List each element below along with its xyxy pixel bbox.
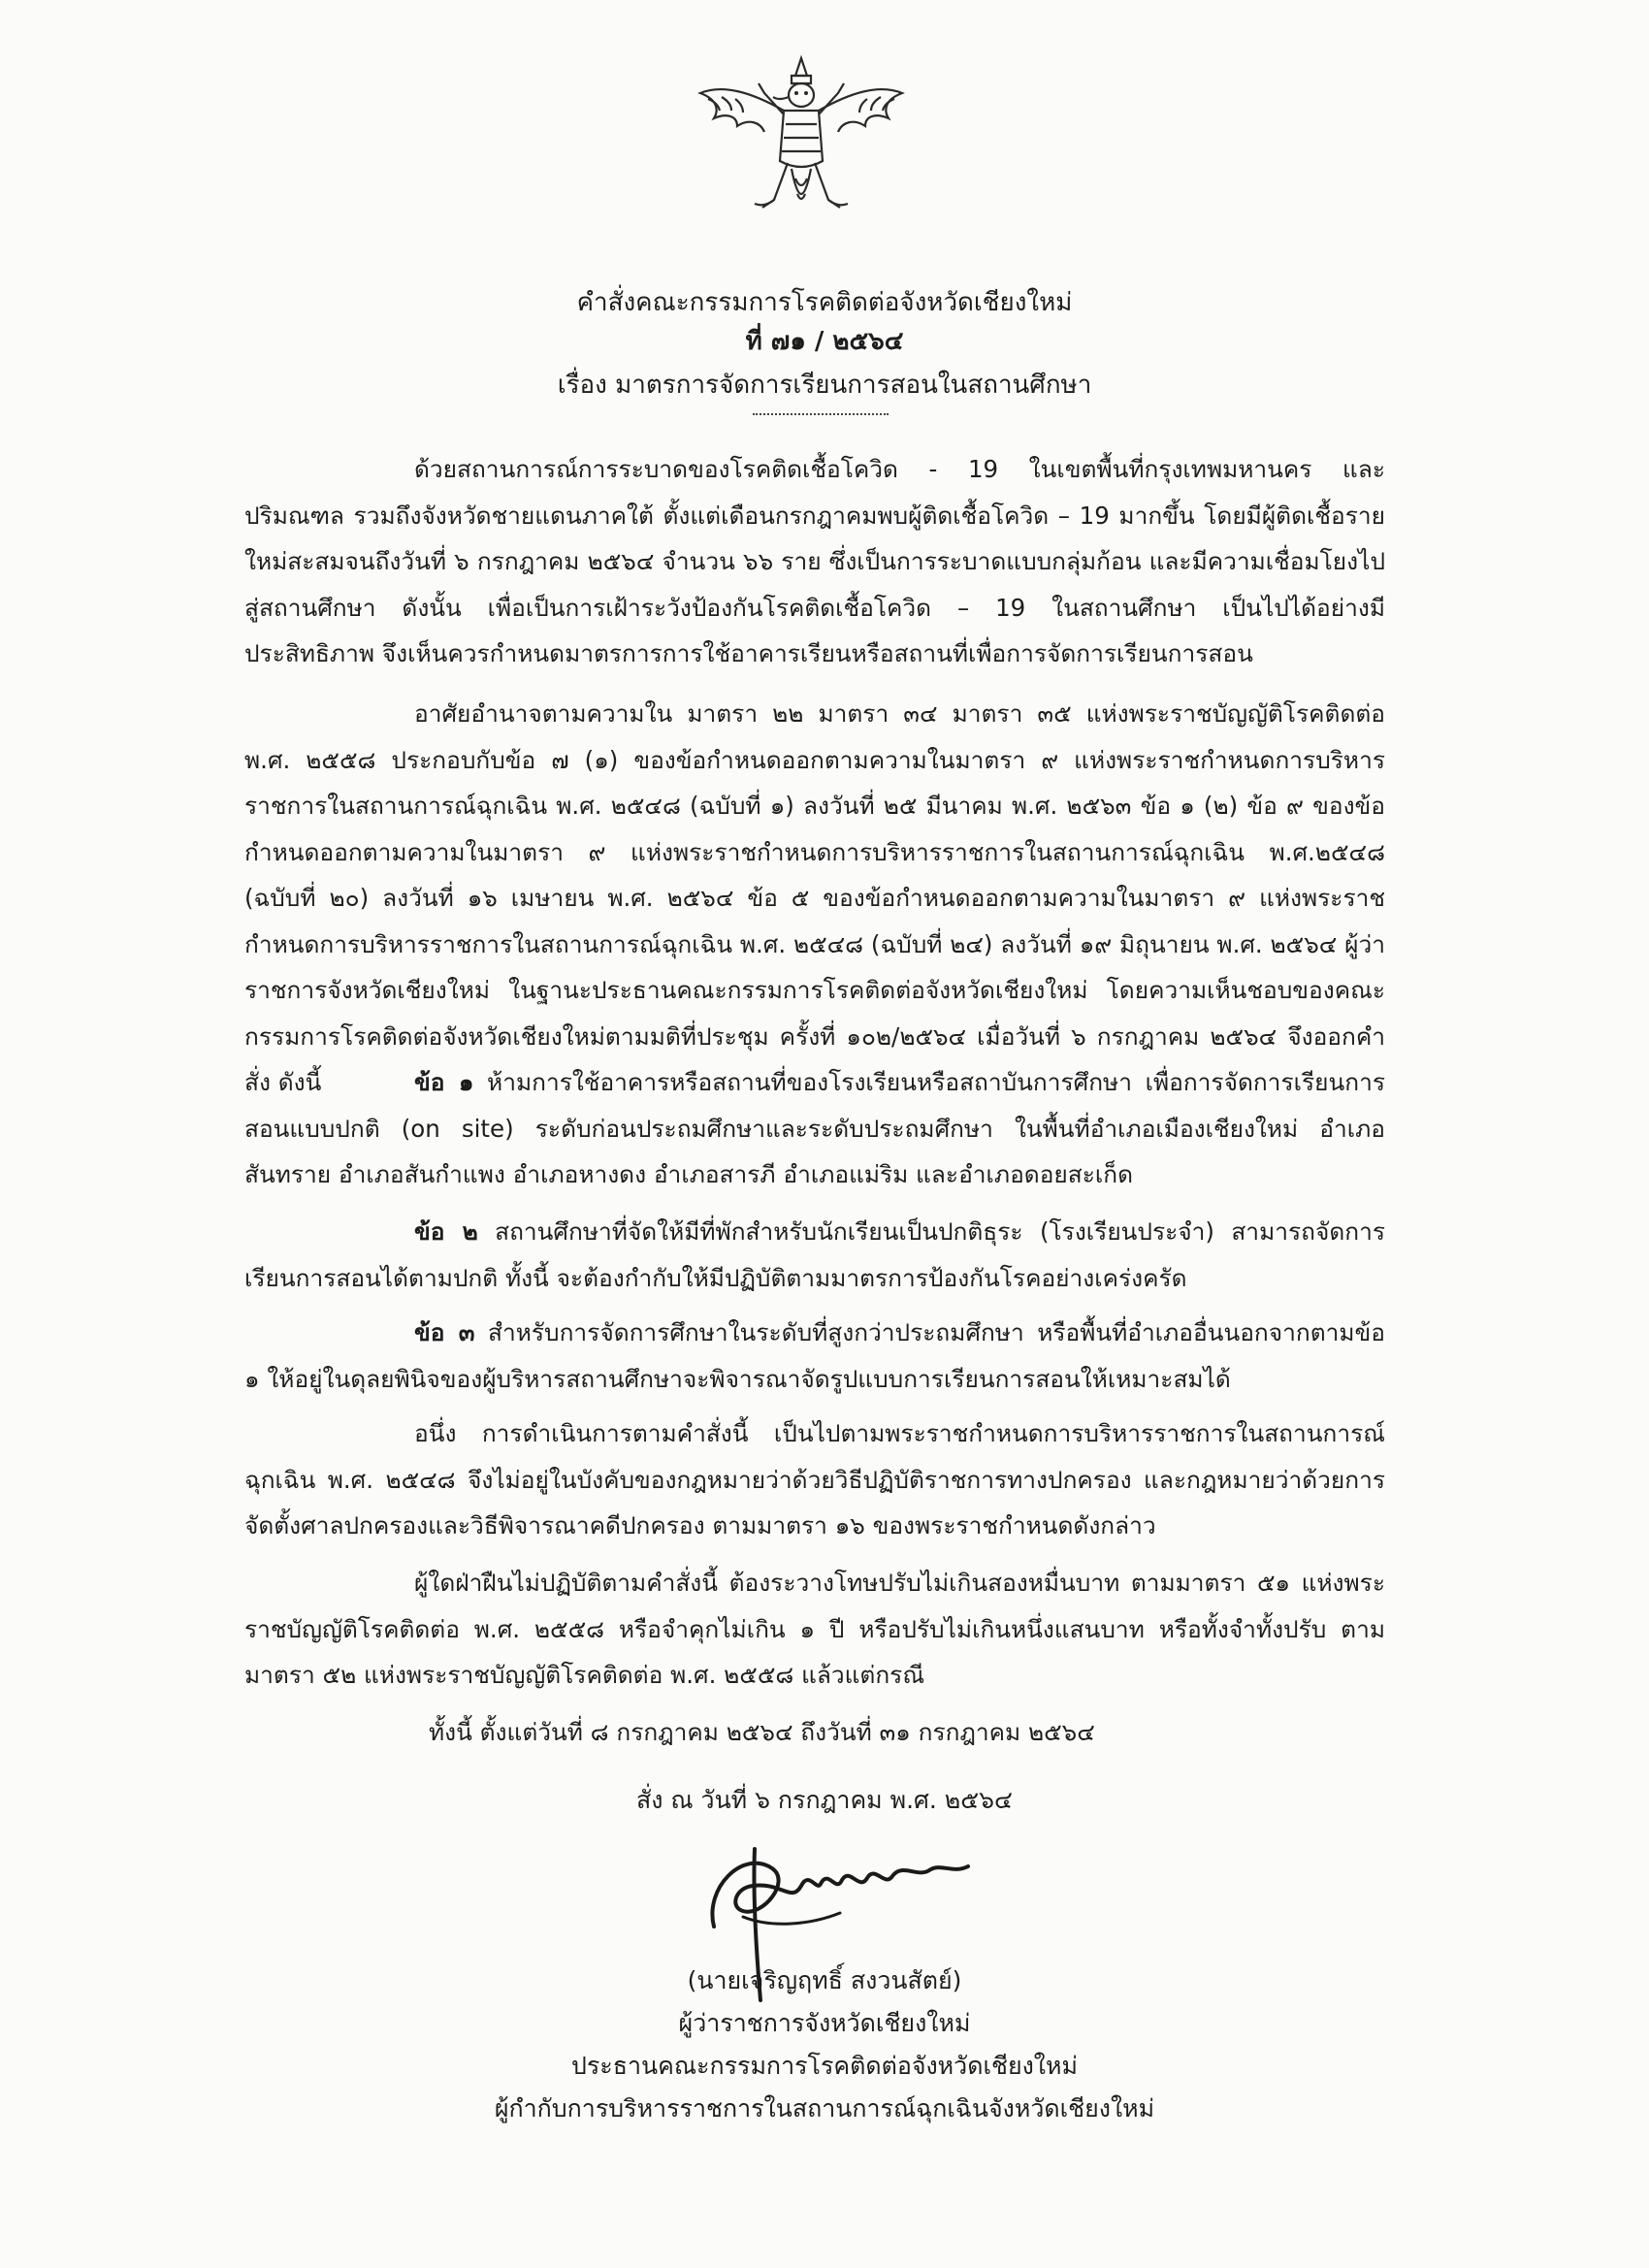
signatory-block (0, 1960, 1649, 2130)
paragraph-text: ทั้งนี้ ตั้งแต่วันที่ ๘ กรกฎาคม ๒๕๖๔ ถึงวันที่ ๓๑ กรกฎาคม ๒๕๖๔ (429, 1718, 1095, 1746)
paragraph-3 (244, 1410, 1385, 1549)
clause-2 (244, 1209, 1385, 1301)
clause-label: ข้อ ๒ (414, 1217, 478, 1246)
clause-label: ข้อ ๓ (414, 1318, 475, 1346)
paragraph-text: ผู้ใดฝ่าฝืนไม่ปฏิบัติตามคำสั่งนี้ ต้องระวางโทษปรับไม่เกินสองหมื่นบาท ตามมาตรา ๕๑ แห่งพระราชบัญญัติโรคติดต่อ พ.ศ. ๒๕๕๘ หรือจำคุกไม่เกิน ๑ ปี หรือปรับไม่เกินหนึ่งแสนบาท หรือทั้งจำทั้งปรับ ตามมาตรา ๕๒ แห่งพระราชบัญญัติโรคติดต่อ พ.ศ. ๒๕๕๘ แล้วแต่กรณี (244, 1569, 1385, 1689)
clause-3 (244, 1310, 1385, 1402)
paragraph-4 (244, 1560, 1385, 1699)
clause-text: สำหรับการจัดการศึกษาในระดับที่สูงกว่าประถมศึกษา หรือพื้นที่อำเภออื่นนอกจากตามข้อ ๑ ให้อยู่ในดุลยพินิจของผู้บริหารสถานศึกษาจะพิจารณาจัดรูปแบบการเรียนการสอนให้เหมาะสมได้ (244, 1318, 1385, 1393)
clause-text: ห้ามการใช้อาคารหรือสถานที่ของโรงเรียนหรือสถาบันการศึกษา เพื่อการจัดการเรียนการสอนแบบปกติ (on site) ระดับก่อนประถมศึกษาและระดับประถมศึกษา ในพื้นที่อำเภอเมืองเชียงใหม่ อำเภอสันทราย อำเภอสันกำแพง อำเภอหางดง อำเภอสารภี อำเภอแม่ริม และอำเภอดอยสะเก็ด (244, 1068, 1385, 1188)
paragraph-5 (244, 1709, 1385, 1756)
paragraph-text: อาศัยอำนาจตามความใน มาตรา ๒๒ มาตรา ๓๔ มาตรา ๓๕ แห่งพระราชบัญญัติโรคติดต่อ พ.ศ. ๒๕๕๘ ประกอบกับข้อ ๗ (๑) ของข้อกำหนดออกตามความในมาตรา ๙ แห่งพระราชกำหนดการบริหารราชการในสถานการณ์ฉุกเฉิน พ.ศ. ๒๕๔๘ (ฉบับที่ ๑) ลงวันที่ ๒๕ มีนาคม พ.ศ. ๒๕๖๓ ข้อ ๑ (๒) ข้อ ๙ ของข้อกำหนดออกตามความในมาตรา ๙ แห่งพระราชกำหนดการบริหารราชการในสถานการณ์ฉุกเฉิน พ.ศ.๒๕๔๘ (ฉบับที่ ๒๐) ลงวันที่ ๑๖ เมษายน พ.ศ. ๒๕๖๔ ข้อ ๕ ของข้อกำหนดออกตามความในมาตรา ๙ แห่งพระราชกำหนดการบริหารราชการในสถานการณ์ฉุกเฉิน พ.ศ. ๒๕๔๘ (ฉบับที่ ๒๔) ลงวันที่ ๑๙ มิถุนายน พ.ศ. ๒๕๖๔ ผู้ว่าราชการจังหวัดเชียงใหม่ ในฐานะประธานคณะกรรมการโรคติดต่อจังหวัดเชียงใหม่ โดยความเห็นชอบของคณะกรรมการโรคติดต่อจังหวัดเชียงใหม่ตามมติที่ประชุม ครั้งที่ ๑๐๒/๒๕๖๔ เมื่อวันที่ ๖ กรกฎาคม ๒๕๖๔ จึงออกคำสั่ง ดังนี้ (244, 699, 1385, 1096)
paragraph-2 (244, 691, 1385, 1106)
order-date: สั่ง ณ วันที่ ๖ กรกฎาคม พ.ศ. ๒๕๖๔ (636, 1786, 1013, 1814)
title-divider (753, 413, 889, 415)
document-subject: เรื่อง มาตรการจัดการเรียนการสอนในสถานศึกษา (557, 371, 1092, 400)
document-title: คำสั่งคณะกรรมการโรคติดต่อจังหวัดเชียงใหม่ (576, 288, 1073, 317)
clause-text: สถานศึกษาที่จัดให้มีที่พักสำหรับนักเรียนเป็นปกติธุระ (โรงเรียนประจำ) สามารถจัดการเรียนการสอนได้ตามปกติ ทั้งนี้ จะต้องกำกับให้มีปฏิบัติตามมาตรการป้องกันโรคอย่างเคร่งครัด (244, 1217, 1385, 1292)
signatory-role: ผู้กำกับการบริหารราชการในสถานการณ์ฉุกเฉินจังหวัดเชียงใหม่ (494, 2094, 1155, 2122)
paragraph-1 (244, 446, 1385, 677)
paragraph-text: อนึ่ง การดำเนินการตามคำสั่งนี้ เป็นไปตามพระราชกำหนดการบริหารราชการในสถานการณ์ฉุกเฉิน พ.ศ. ๒๕๔๘ จึงไม่อยู่ในบังคับของกฎหมายว่าด้วยวิธีปฏิบัติราชการทางปกครอง และกฎหมายว่าด้วยการจัดตั้งศาลปกครองและวิธีพิจารณาคดีปกครอง ตามมาตรา ๑๖ ของพระราชกำหนดดังกล่าว (244, 1419, 1385, 1539)
signatory-role: ผู้ว่าราชการจังหวัดเชียงใหม่ (678, 2009, 971, 2037)
paragraph-text: ด้วยสถานการณ์การระบาดของโรคติดเชื้อโควิด - 19 ในเขตพื้นที่กรุงเทพมหานคร และปริมณฑล รวมถึงจังหวัดชายแดนภาคใต้ ตั้งแต่เดือนกรกฎาคมพบผู้ติดเชื้อโควิด – 19 มากขึ้น โดยมีผู้ติดเชื้อรายใหม่สะสมจนถึงวันที่ ๖ กรกฎาคม ๒๕๖๔ จำนวน ๖๖ ราย ซึ่งเป็นการระบาดแบบกลุ่มก้อน และมีความเชื่อมโยงไปสู่สถานศึกษา ดังนั้น เพื่อเป็นการเฝ้าระวังป้องกันโรคติดเชื้อโควิด – 19 ในสถานศึกษา เป็นไปได้อย่างมีประสิทธิภาพ จึงเห็นควรกำหนดมาตรการการใช้อาคารเรียนหรือสถานที่เพื่อการจัดการเรียนการสอน (244, 455, 1385, 667)
signatory-role: ประธานคณะกรรมการโรคติดต่อจังหวัดเชียงใหม่ (571, 2052, 1078, 2080)
clause-1 (244, 1059, 1385, 1198)
garuda-emblem-icon (695, 54, 908, 229)
signatory-name: (นายเจริญฤทธิ์ สงวนสัตย์) (687, 1966, 962, 1994)
clause-label: ข้อ ๑ (414, 1068, 474, 1096)
document-number: ที่ ๗๑ / ๒๕๖๔ (745, 327, 904, 356)
